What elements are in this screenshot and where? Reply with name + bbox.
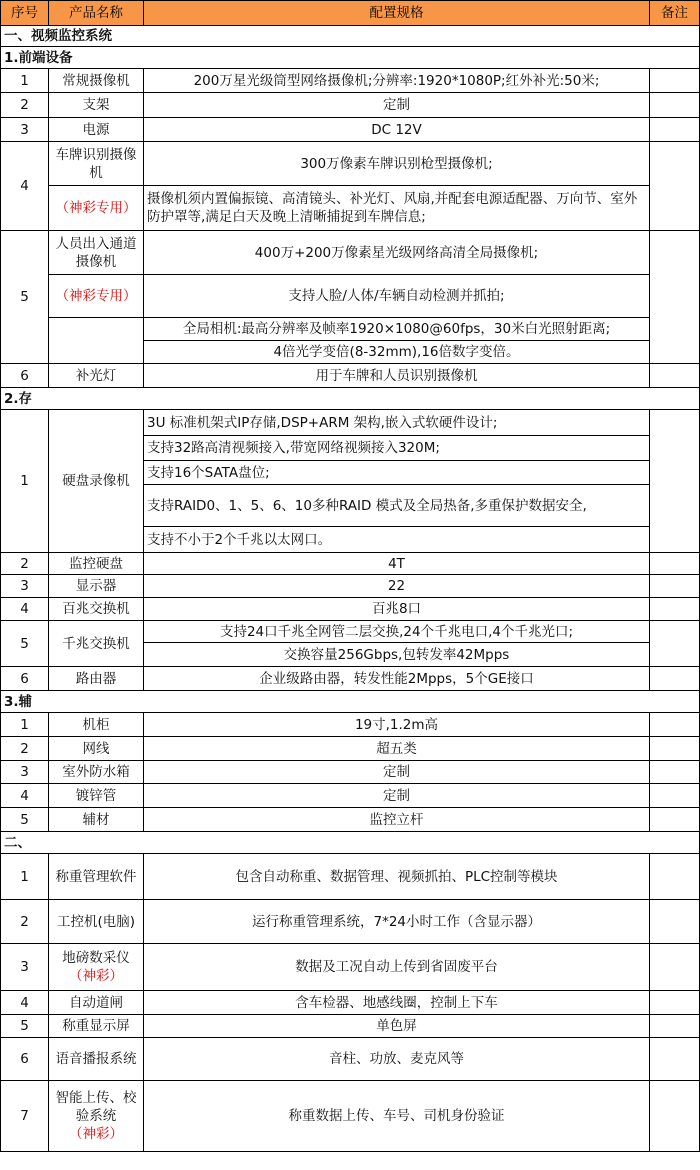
table-row: [1, 667, 700, 691]
row-spec: 4倍光学变倍(8-32mm),16倍数字变倍。: [144, 341, 650, 364]
row-name: [49, 944, 144, 991]
row-name: 自动道闸: [49, 991, 144, 1015]
row-note: [650, 854, 700, 900]
table-row: [1, 784, 700, 808]
row-no: 2: [1, 900, 49, 944]
row-name: 语音播报系统: [49, 1038, 144, 1081]
section-title: 二、: [1, 832, 650, 854]
row-no: 3: [1, 575, 49, 598]
table-row: [1, 1038, 700, 1081]
row-tag: （神彩）: [69, 1126, 123, 1142]
row-no: 2: [1, 553, 49, 575]
row-spec: 支持16个SATA盘位;: [144, 461, 650, 485]
row-spec: 数据及工况自动上传到省固废平台: [144, 944, 650, 991]
table-row: [1, 808, 700, 832]
row-note: [650, 784, 700, 808]
row-name: 路由器: [49, 667, 144, 691]
row-spec: 支持32路高清视频接入,带宽网络视频接入320M;: [144, 436, 650, 461]
row-no: 1: [1, 713, 49, 737]
header-note: 备注: [650, 1, 700, 26]
row-note: [650, 231, 700, 364]
section-row: [1, 832, 700, 854]
row-no: 6: [1, 667, 49, 691]
row-spec: DC 12V: [144, 118, 650, 142]
row-note: [650, 598, 700, 621]
table-row: [1, 713, 700, 737]
row-name: 称重显示屏: [49, 1015, 144, 1038]
table-row: [1, 318, 700, 341]
row-spec: 支持人脸/人体/车辆自动检测并抓拍;: [144, 275, 650, 318]
row-no: 4: [1, 991, 49, 1015]
row-no: 3: [1, 761, 49, 784]
row-name: 镀锌管: [49, 784, 144, 808]
row-spec: 交换容量256Gbps,包转发率42Mpps: [144, 643, 650, 667]
row-note: [650, 575, 700, 598]
row-no: 1: [1, 69, 49, 93]
row-name: 常规摄像机: [49, 69, 144, 93]
row-name: 网线: [49, 737, 144, 761]
table-row: [1, 410, 700, 436]
table-row: [1, 854, 700, 900]
row-name: 支架: [49, 93, 144, 118]
subsection-title: 3.辅: [1, 691, 650, 713]
header-spec: 配置规格: [144, 1, 650, 26]
row-no: 4: [1, 142, 49, 231]
row-name: 室外防水箱: [49, 761, 144, 784]
row-spec: 单色屏: [144, 1015, 650, 1038]
row-no: 2: [1, 93, 49, 118]
row-name: 机柜: [49, 713, 144, 737]
row-no: 2: [1, 737, 49, 761]
row-no: 6: [1, 1038, 49, 1081]
row-no: 7: [1, 1081, 49, 1152]
section-row: [1, 26, 700, 47]
table-row: [1, 69, 700, 93]
header-row: [1, 1, 700, 26]
row-name: 车牌识别摄像机: [49, 142, 144, 186]
row-no: 5: [1, 808, 49, 832]
table-row: [1, 900, 700, 944]
row-spec: 全局相机:最高分辨率及帧率1920×1080@60fps，30米白光照射距离;: [144, 318, 650, 341]
row-name: 监控硬盘: [49, 553, 144, 575]
row-no: 1: [1, 854, 49, 900]
row-name: 工控机(电脑): [49, 900, 144, 944]
row-spec: 400万+200万像素星光级网络高清全局摄像机;: [144, 231, 650, 275]
row-note: [650, 142, 700, 231]
row-note: [650, 621, 700, 667]
row-spec: 支持不小于2个千兆以太网口。: [144, 527, 650, 553]
table-row: [1, 598, 700, 621]
row-spec: 定制: [144, 93, 650, 118]
row-no: 6: [1, 364, 49, 388]
row-spec: 包含自动称重、数据管理、视频抓拍、PLC控制等模块: [144, 854, 650, 900]
row-spec: 支持RAID0、1、5、6、10多种RAID 模式及全局热备,多重保护数据安全,: [144, 485, 650, 527]
table-row: [1, 118, 700, 142]
row-spec: 企业级路由器，转发性能2Mpps，5个GE接口: [144, 667, 650, 691]
table-row: [1, 991, 700, 1015]
row-name: 辅材: [49, 808, 144, 832]
row-name: 千兆交换机: [49, 621, 144, 667]
row-name: [49, 1081, 144, 1152]
row-note: [650, 93, 700, 118]
table-row: [1, 186, 700, 231]
row-tag: （神彩专用）: [49, 186, 144, 231]
row-note: [650, 364, 700, 388]
subsection-row: [1, 388, 700, 410]
table-row: [1, 944, 700, 991]
row-note: [650, 761, 700, 784]
table-row: [1, 1081, 700, 1152]
row-spec: 支持24口千兆全网管二层交换,24个千兆电口,4个千兆光口;: [144, 621, 650, 643]
row-spec: 3U 标准机架式IP存储,DSP+ARM 架构,嵌入式软硬件设计;: [144, 410, 650, 436]
row-tag: （神彩）: [69, 968, 123, 984]
row-name: 人员出入通道摄像机: [49, 231, 144, 275]
row-note: [650, 808, 700, 832]
row-name-text: 地磅数采仪: [62, 950, 130, 966]
table-row: [1, 761, 700, 784]
row-spec: 称重数据上传、车号、司机身份验证: [144, 1081, 650, 1152]
table-row: [1, 1015, 700, 1038]
row-spec: 22: [144, 575, 650, 598]
row-note: [650, 944, 700, 991]
row-spec: 4T: [144, 553, 650, 575]
section-title: 一、视频监控系统: [1, 26, 650, 47]
table-row: [1, 231, 700, 275]
row-note: [650, 1038, 700, 1081]
row-note: [650, 410, 700, 553]
table-row: [1, 142, 700, 186]
row-spec: 百兆8口: [144, 598, 650, 621]
table-row: [1, 364, 700, 388]
table-row: [1, 553, 700, 575]
row-spec: 音柱、功放、麦克风等: [144, 1038, 650, 1081]
row-spec: 19寸,1.2m高: [144, 713, 650, 737]
subsection-title: 2.存: [1, 388, 650, 410]
row-no: 5: [1, 1015, 49, 1038]
row-tag: （神彩专用）: [49, 275, 144, 318]
row-name: 称重管理软件: [49, 854, 144, 900]
row-note: [650, 713, 700, 737]
row-no: 5: [1, 621, 49, 667]
row-note: [650, 69, 700, 93]
row-spec: 摄像机须内置偏振镜、高清镜头、补光灯、风扇,并配套电源适配器、万向节、室外防护罩等,满足白天及晚上清晰捕捉到车牌信息;: [144, 186, 650, 231]
row-spec: 200万星光级筒型网络摄像机;分辨率:1920*1080P;红外补光:50米;: [144, 69, 650, 93]
header-name: 产品名称: [49, 1, 144, 26]
row-no: 3: [1, 118, 49, 142]
row-spec: 定制: [144, 761, 650, 784]
row-note: [650, 118, 700, 142]
row-spec: 超五类: [144, 737, 650, 761]
row-spec: 300万像素车牌识别枪型摄像机;: [144, 142, 650, 186]
row-no: 1: [1, 410, 49, 553]
subsection-row: [1, 691, 700, 713]
row-note: [650, 991, 700, 1015]
row-spec: 监控立杆: [144, 808, 650, 832]
subsection-title: 1.前端设备: [1, 47, 650, 69]
table-row: [1, 93, 700, 118]
row-name: 电源: [49, 118, 144, 142]
subsection-row: [1, 47, 700, 69]
row-note: [650, 737, 700, 761]
header-no: 序号: [1, 1, 49, 26]
row-note: [650, 1015, 700, 1038]
row-name: 补光灯: [49, 364, 144, 388]
row-note: [650, 667, 700, 691]
row-spec: 含车检器、地感线圈，控制上下车: [144, 991, 650, 1015]
row-name: 显示器: [49, 575, 144, 598]
row-name: 硬盘录像机: [49, 410, 144, 553]
row-note: [650, 1081, 700, 1152]
row-spec: 运行称重管理系统，7*24小时工作（含显示器）: [144, 900, 650, 944]
row-spec: 定制: [144, 784, 650, 808]
row-spec: 用于车牌和人员识别摄像机: [144, 364, 650, 388]
row-name-text: 智能上传、校验系统: [55, 1090, 137, 1124]
table-row: [1, 621, 700, 643]
row-note: [650, 900, 700, 944]
table-row: [1, 275, 700, 318]
row-no: 3: [1, 944, 49, 991]
row-no: 5: [1, 231, 49, 364]
table-row: [1, 737, 700, 761]
row-note: [650, 553, 700, 575]
table-row: [1, 575, 700, 598]
row-no: 4: [1, 598, 49, 621]
row-name: 百兆交换机: [49, 598, 144, 621]
row-no: 4: [1, 784, 49, 808]
